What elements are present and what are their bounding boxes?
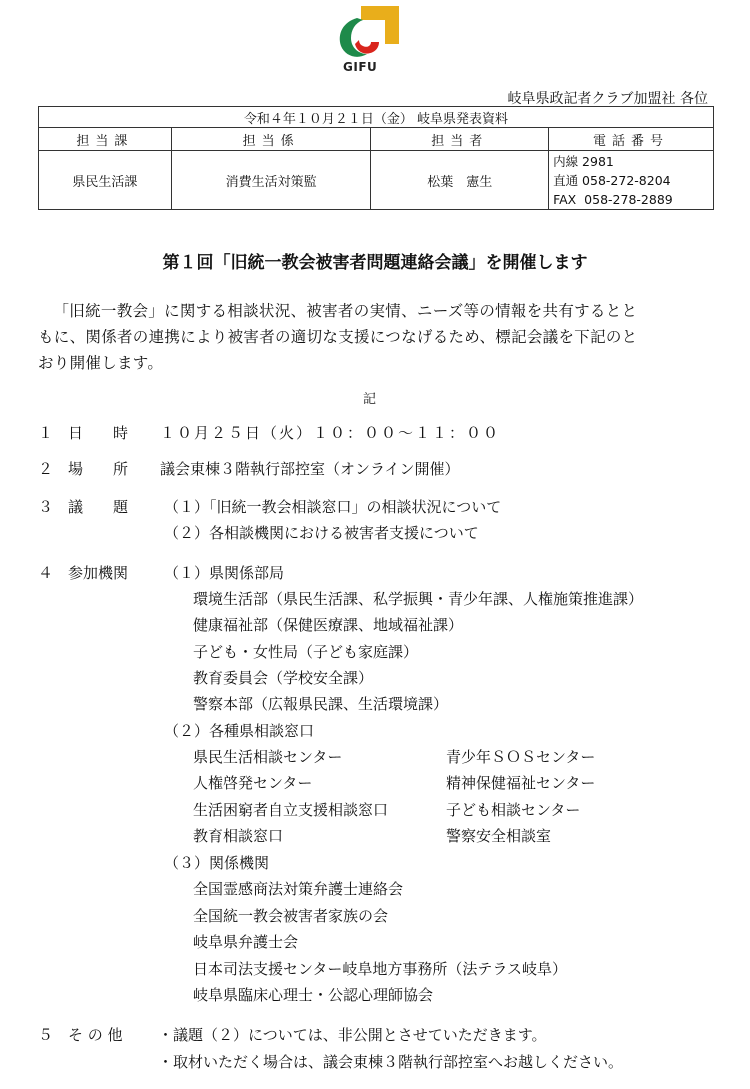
column-header-section: 担当係: [171, 128, 371, 151]
consultation-office: 精神保健福祉センター: [446, 774, 596, 792]
consultation-office: 人権啓発センター: [193, 774, 313, 792]
item-number: ２: [38, 460, 54, 478]
section-cell: 消費生活対策監: [171, 151, 371, 210]
document-title: 第１回「旧統一教会被害者問題連絡会議」を開催します: [162, 253, 588, 273]
group-heading: （１）県関係部局: [164, 564, 285, 582]
related-organization: 全国統一教会被害者家族の会: [193, 907, 389, 925]
intro-line: 「旧統一教会」に関する相談状況、被害者の実情、ニーズ等の情報を共有するとと: [53, 302, 638, 320]
person-cell: 松葉 憲生: [371, 151, 549, 210]
related-organization: 岐阜県弁護士会: [193, 933, 299, 951]
press-info-table: [38, 106, 714, 210]
prefecture-department: 子ども・女性局（子ども家庭課）: [193, 643, 419, 661]
prefecture-department: 教育委員会（学校安全課）: [193, 669, 374, 687]
related-organization: 日本司法支援センター岐阜地方事務所（法テラス岐阜）: [193, 960, 567, 978]
intro-line: おり開催します。: [38, 354, 164, 372]
logo-text: GIFU: [343, 60, 378, 74]
prefecture-department: 警察本部（広報県民課、生活環境課）: [193, 695, 449, 713]
item-number: ５: [38, 1026, 54, 1044]
ki-heading: 記: [363, 392, 377, 407]
intro-line: もに、関係者の連携により被害者の適切な支援につなげるため、標記会議を下記のと: [38, 328, 638, 346]
consultation-office: 教育相談窓口: [193, 827, 284, 845]
datetime-label: 日 時: [68, 424, 129, 442]
datetime-value: １０月２５日（火）１０：００～１１：００: [160, 424, 501, 442]
participants-label: 参加機関: [68, 564, 129, 582]
related-organization: 岐阜県臨床心理士・公認心理師協会: [193, 986, 434, 1004]
item-number: １: [38, 424, 54, 442]
intro-paragraph: [38, 298, 714, 376]
consultation-office: 県民生活相談センター: [193, 748, 343, 766]
consultation-office: 青少年ＳＯＳセンター: [446, 748, 596, 766]
consultation-office: 子ども相談センター: [446, 801, 581, 819]
item-number: ４: [38, 564, 54, 582]
other-label: そ の 他: [68, 1026, 123, 1044]
prefecture-department: 健康福祉部（保健医療課、地域福祉課）: [193, 616, 464, 634]
department-cell: 県民生活課: [39, 151, 172, 210]
prefecture-department: 環境生活部（県民生活課、私学振興・青少年課、人権施策推進課）: [193, 590, 644, 608]
phone-direct: 直通 058-272-8204: [553, 172, 671, 188]
group-heading: （３）関係機関: [164, 854, 270, 872]
place-label: 場 所: [68, 460, 129, 478]
agenda-entry: （１）「旧統一教会相談窓口」の相談状況について: [164, 498, 502, 516]
agenda-label: 議 題: [68, 498, 129, 516]
addressee: 岐阜県政記者クラブ加盟社 各位: [507, 91, 708, 107]
column-header-department: 担当課: [39, 128, 172, 151]
other-note: ・議題（２）については、非公開とさせていただきます。: [158, 1026, 547, 1044]
phone-fax: FAX 058-278-2889: [553, 191, 673, 207]
release-date: 令和４年１０月２１日（金） 岐阜県発表資料: [39, 107, 714, 128]
item-number: ３: [38, 498, 54, 516]
column-header-person: 担当者: [371, 128, 549, 151]
column-header-phone: 電話番号: [549, 128, 714, 151]
group-heading: （２）各種県相談窓口: [164, 722, 315, 740]
phone-cell: [549, 151, 714, 210]
consultation-office: 生活困窮者自立支援相談窓口: [193, 801, 389, 819]
agenda-entry: （２）各相談機関における被害者支援について: [164, 524, 479, 542]
place-value: 議会東棟３階執行部控室（オンライン開催）: [160, 460, 460, 478]
consultation-office: 警察安全相談室: [446, 827, 552, 845]
related-organization: 全国霊感商法対策弁護士連絡会: [193, 880, 404, 898]
phone-extension: 内線 2981: [553, 153, 614, 169]
other-note: ・取材いただく場合は、議会東棟３階執行部控室へお越しください。: [158, 1053, 624, 1071]
